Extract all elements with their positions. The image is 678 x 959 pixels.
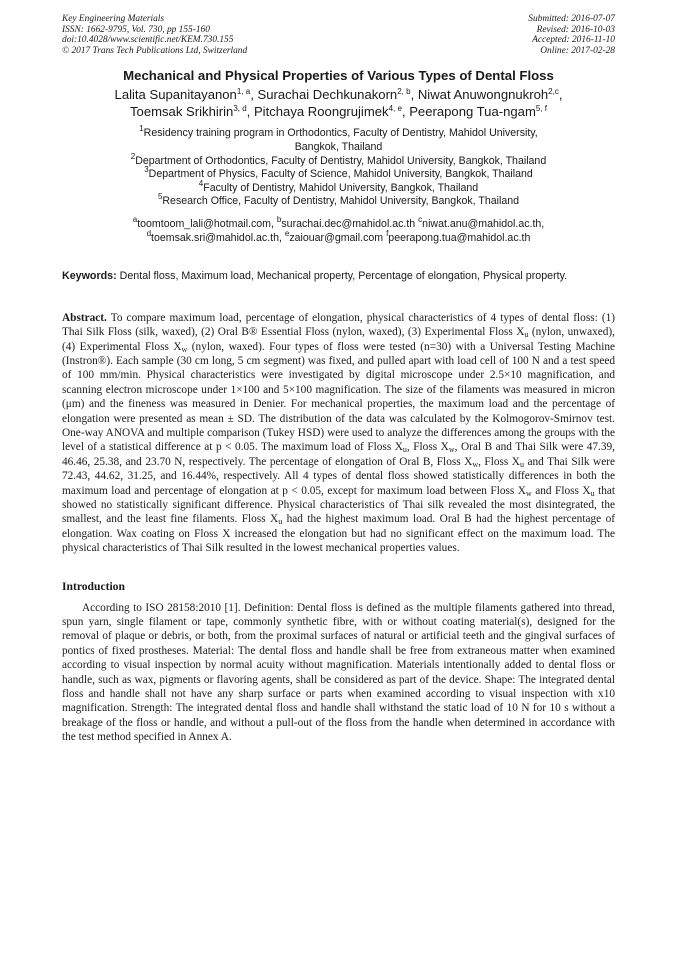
- author-affiliation-mark: 1, a: [236, 87, 251, 97]
- subscript: u: [590, 488, 595, 498]
- keywords-text: Dental floss, Maximum load, Mechanical property, Percentage of elongation, Physical property.: [119, 270, 568, 283]
- email-mark: c: [418, 214, 423, 224]
- subscript: w: [448, 445, 455, 455]
- affiliation-text: Department of Physics, Faculty of Science, Mahidol University, Bangkok, Thailand: [148, 168, 533, 181]
- email-list: [62, 214, 615, 245]
- abstract-text: To compare maximum load, percentage of elongation, physical characteristics of 4 types of dental floss: (1) Thai Silk Floss (silk, waxed), (2) Oral B® Essential Floss (nylon, waxed), (3) Experimental Floss X: [62, 311, 615, 339]
- affiliation-list: [62, 124, 615, 209]
- accepted-date: Accepted: 2016-11-10: [532, 35, 615, 46]
- journal-info: [62, 14, 247, 56]
- journal-header: [62, 14, 615, 56]
- revised-date: Revised: 2016-10-03: [536, 24, 615, 35]
- keywords-label: Keywords:: [62, 270, 117, 283]
- publication-dates: [528, 14, 615, 56]
- doi-line: doi:10.4028/www.scientific.net/KEM.730.155: [62, 35, 234, 46]
- abstract-text: and Thai Silk were 72.43, 44.62, 31.25, and 16.44%, respectively. All 4 types of dental floss showed statistically differences in both the maximum load and percentage of elongation at p < 0.05, except for maximum load between Floss X: [62, 455, 615, 497]
- abstract-text: (nylon, unwaxed), (4) Experimental Floss X: [62, 326, 615, 353]
- affiliation-text: Faculty of Dentistry, Mahidol University, Bangkok, Thailand: [203, 181, 479, 194]
- subscript: u: [278, 517, 283, 527]
- author-name: Surachai Dechkunakorn: [257, 87, 398, 103]
- author-name: Pitchaya Roongrujimek: [253, 104, 389, 120]
- email-mark: f: [386, 228, 389, 238]
- author-affiliation-mark: 2,c: [548, 87, 559, 97]
- online-date: Online: 2017-02-28: [540, 45, 615, 56]
- affiliation-number: 2: [130, 151, 136, 161]
- affiliation-text: Department of Orthodontics, Faculty of Dentistry, Mahidol University, Bangkok, Thailand: [135, 154, 547, 167]
- paper-page: [62, 14, 615, 745]
- abstract-label: Abstract.: [62, 311, 107, 324]
- issn-line: ISSN: 1662-9795, Vol. 730, pp 155-160: [62, 24, 210, 35]
- author-affiliation-mark: 3, d: [233, 104, 247, 114]
- author-name: Toemsak Srikhirin: [129, 104, 234, 120]
- email-address: niwat.anu@mahidol.ac.th,: [422, 217, 545, 230]
- subscript: u: [402, 445, 407, 455]
- affiliation-item: [62, 124, 615, 141]
- author-list: [62, 86, 615, 120]
- email-address: toemsak.sri@mahidol.ac.th,: [151, 231, 282, 244]
- email-address: surachai.dec@mahidol.ac.th: [281, 217, 416, 230]
- email-line: [62, 228, 615, 246]
- email-mark: d: [146, 228, 152, 238]
- author-affiliation-mark: 2, b: [397, 87, 411, 97]
- abstract-text: and Floss X: [531, 484, 591, 497]
- affiliation-number: 5: [157, 192, 163, 202]
- abstract-text: that showed no statistically significant difference. Physical characteristics of Thai silk revealed the most disintegrated, the smallest, and the least fine filaments. Floss X: [62, 484, 616, 526]
- subscript: u: [524, 330, 529, 340]
- affiliation-item-continued: Bangkok, Thailand: [294, 140, 383, 153]
- abstract-text: (nylon, waxed). Four types of floss were tested (n=30) with a Universal Testing Machine (Instron®). Each sample (30 cm long, 5 cm segment) was fixed, and pulled apart with load cell of 100 N and a test speed of 100 mm/min. Physical characteristics were investigated by digital microscope under 2.5×10 magnification, and scanning electron microscope under 1×100 and 5×100 magnification. The size of the filaments was measured in micron (μm) and the fineness was measured in Denier. For mechanical properties, the maximum load and the percentage of elongation were presented as mean ± SD. The distribution of the data was calculated by the Kolmogorov-Smirnov test. One-way ANOVA and multiple comparison (Tukey HSD) were used to analyze the differences among the groups with the level of a statistical difference at p < 0.05. The maximum load of Floss X: [62, 340, 615, 454]
- email-address: zaiouar@gmail.com: [289, 231, 384, 244]
- email-line: [62, 214, 615, 232]
- affiliation-number: 3: [144, 165, 149, 175]
- author-separator: ,: [410, 87, 418, 103]
- abstract-text: , Floss X: [406, 441, 449, 454]
- affiliation-text: Research Office, Faculty of Dentistry, Mahidol University, Bangkok, Thailand: [162, 195, 520, 208]
- email-mark: a: [132, 214, 138, 224]
- author-name: Peerapong Tua-ngam: [409, 104, 536, 120]
- author-separator: ,: [246, 104, 254, 120]
- abstract-text: had the highest maximum load. Oral B had the highest percentage of elongation. Wax coating on Floss X increased the elongation but had no significant effect on the maximum load. The physical characteristics of Thai Silk resulted in the lowest mechanical properties values.: [62, 513, 615, 555]
- abstract-text: , Floss X: [478, 455, 520, 468]
- paper-title: Mechanical and Physical Properties of Various Types of Dental Floss: [123, 68, 554, 84]
- keywords-block: [62, 269, 615, 284]
- subscript: w: [181, 344, 188, 354]
- author-affiliation-mark: 5, f: [535, 104, 547, 114]
- subscript: w: [472, 459, 479, 469]
- affiliation-item: [62, 178, 615, 196]
- email-mark: e: [284, 228, 290, 238]
- affiliation-item: [62, 165, 615, 182]
- author-separator: ,: [558, 87, 563, 103]
- email-address: peerapong.tua@mahidol.ac.th: [388, 231, 531, 244]
- affiliation-item: [62, 192, 615, 209]
- abstract-block: [62, 311, 615, 556]
- author-name: Lalita Supanitayanon: [114, 87, 237, 103]
- subscript: u: [519, 459, 524, 469]
- email-mark: b: [276, 214, 282, 224]
- author-affiliation-mark: 4, e: [388, 104, 402, 114]
- introduction-paragraph: According to ISO 28158:2010 [1]. Definition: Dental floss is defined as the multiple filaments gathered into thread, spun yarn, single filament or tape, commonly synthetic fibre, with or without coating material(s), designed for the removal of plaque or debris, or both, from the proximal surfaces of natural or artificial teeth and the gingival surfaces of pontics of fixed prostheses. Material: The dental floss and handle shall be free from extraneous matter when examined according to visual inspection by normal acuity without magnification. Materials intentionally added to dental floss or handle, such as wax, pigments or flavoring agents, shall be considered as part of the device. Shape: The integrated dental floss and handle shall not have any sharp surface or parts when examined according to visual inspection with x10 magnification. Strength: The integrated dental floss and handle shall withstand the static load of 10 N for 10 s without a breakage of the floss or handle, and without a pull-out of the floss from the handle when determined in accordance with the test method specified in Annex A.: [62, 601, 615, 744]
- journal-name: Key Engineering Materials: [62, 14, 165, 24]
- subscript: w: [525, 488, 532, 498]
- affiliation-text: Residency training program in Orthodontics, Faculty of Dentistry, Mahidol University,: [143, 127, 538, 140]
- author-name: Niwat Anuwongnukroh: [417, 87, 549, 103]
- section-heading-introduction: Introduction: [62, 579, 125, 593]
- author-separator: ,: [401, 104, 410, 120]
- copyright-line: © 2017 Trans Tech Publications Ltd, Switzerland: [62, 45, 248, 56]
- submitted-date: Submitted: 2016-07-07: [528, 14, 615, 24]
- abstract-text: , Oral B and Thai Silk were 47.39, 46.46, 25.38, and 23.70 N, respectively. The percentage of elongation of Oral B, Floss X: [62, 441, 615, 468]
- affiliation-number: 1: [139, 124, 144, 134]
- affiliation-number: 4: [198, 178, 204, 188]
- email-address: toomtoom_lali@hotmail.com,: [137, 217, 274, 230]
- author-separator: ,: [250, 87, 258, 103]
